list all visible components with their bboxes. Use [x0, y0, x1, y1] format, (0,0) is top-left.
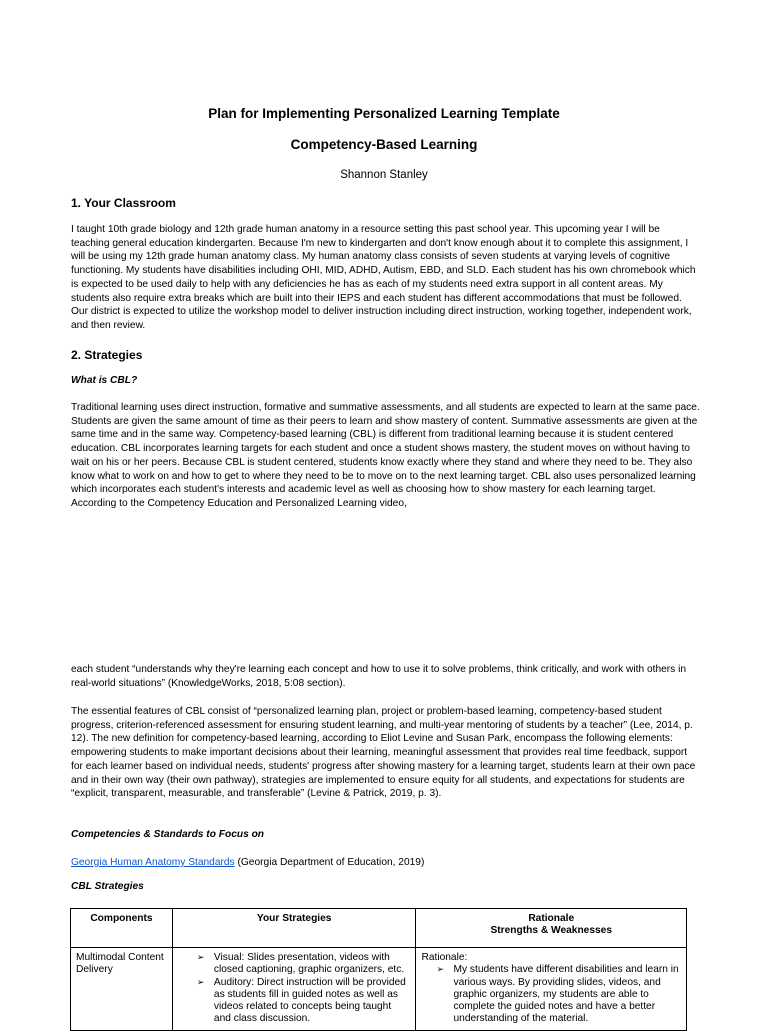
rationale-cell [416, 948, 687, 1031]
section-heading-strategies: 2. Strategies [71, 348, 143, 362]
rationale-list [435, 964, 681, 1025]
table-header-row [71, 909, 687, 948]
competencies-heading: Competencies & Standards to Focus on [71, 829, 265, 840]
strategy-item: ➢ Auditory: Direct instruction will be provided as students fill in guided notes as well as videos related to concepts being taught and class discussion. [196, 977, 411, 1026]
what-is-cbl-heading: What is CBL? [71, 375, 138, 386]
document-title: Plan for Implementing Personalized Learning Template [208, 106, 560, 121]
component-cell: Multimodal Content Delivery [71, 948, 173, 1031]
classroom-paragraph: I taught 10th grade biology and 12th grade human anatomy in a resource setting this past school year. This upcoming year I will be teaching general education kindergarten. Because I'm new to kindergarten and don't know enough about it to complete this assignment, I will be using my 12th grade human anatomy class. My human anatomy class consists of seven students at varying levels of cognitive functioning. My students have disabilities including OHI, MID, ADHD, Autism, EBD, and SLD. Each student has his own chromebook which is expected to be used daily to help with any deficiencies he has as each of my students need extra support in all content areas. My students also require extra breaks which are built into their IEPS and each student has different accommodations that must be followed. Our district is expected to utilize the workshop model to deliver instruction including direct instruction, working together, independent work, and then review. [71, 224, 696, 331]
document-subtitle: Competency-Based Learning [290, 137, 478, 152]
header-rationale [416, 909, 687, 948]
georgia-standards-link[interactable]: Georgia Human Anatomy Standards [71, 857, 235, 868]
header-rationale-line2: Strengths & Weaknesses [490, 925, 613, 937]
header-rationale-line1: Rationale [528, 913, 575, 924]
cbl-paragraph-continued: each student “understands why they're learning each concept and how to use it to solve problems, think critically, and work with others in real-world situations” (KnowledgeWorks, 2018, 5:08 section). [71, 664, 687, 689]
cbl-features-paragraph: The essential features of CBL consist of “personalized learning plan, project or problem-based learning, competency-based student progress, criterion-referenced assessment for ensuring student learning, and multi-year mentoring of students by a teacher” (Lee, 2014, p. 12). The new definition for competency-based learning, according to Eliot Levine and Susan Park, encompass the following elements: empowering students to make important decisions about their learning, meaningful assessment that provides real time feedback, support for each learner based on individual needs, students' progress after showing mastery for a learning target, students learn at their own pace and in their own way (their own pathway), strategies are implemented to ensure equity for all students, and expectations for students are “explicit, transparent, measurable, and transferable” (Levine & Patrick, 2019, p. 3). [71, 706, 696, 800]
table-row [71, 948, 687, 1031]
rationale-item: ➢ My students have different disabilities and learn in various ways. By providing slides, videos, and graphic organizers, my students are able to complete the guided notes and have a better understanding of the material. [435, 964, 681, 1025]
strategies-cell [172, 948, 416, 1031]
rationale-label: Rationale: [421, 952, 468, 963]
cbl-strategies-table [70, 908, 687, 1031]
document-author: Shannon Stanley [340, 169, 428, 181]
header-components: Components [71, 909, 173, 948]
strategy-item: ➢ Visual: Slides presentation, videos with closed captioning, graphic organizers, etc. [196, 952, 411, 977]
cbl-paragraph: Traditional learning uses direct instruction, formative and summative assessments, and all students are expected to learn at the same pace. Students are given the same amount of time as their peers to learn and show mastery of content. Summative assessments are given at the same time and in the same way. Competency-based learning (CBL) is different from traditional learning because it is student centered education. CBL incorporates learning targets for each student and once a student shows mastery, the student moves on without having to wait on his or her peers. Because CBL is student centered, students know exactly where they stand and where they need to be. They also know what to work on and how to get to where they need to be to move on to the next learning target. CBL also uses personalized learning which incorporates each student's interests and academic level as well as choosing how to show mastery for each learning target. According to the Competency Education and Personalized Learning video, [71, 402, 700, 509]
standards-citation: (Georgia Department of Education, 2019) [234, 857, 425, 868]
strategies-list [196, 952, 411, 1026]
header-strategies: Your Strategies [172, 909, 416, 948]
standards-line [71, 856, 701, 870]
section-heading-classroom: 1. Your Classroom [71, 196, 176, 210]
cbl-strategies-heading: CBL Strategies [71, 881, 144, 892]
